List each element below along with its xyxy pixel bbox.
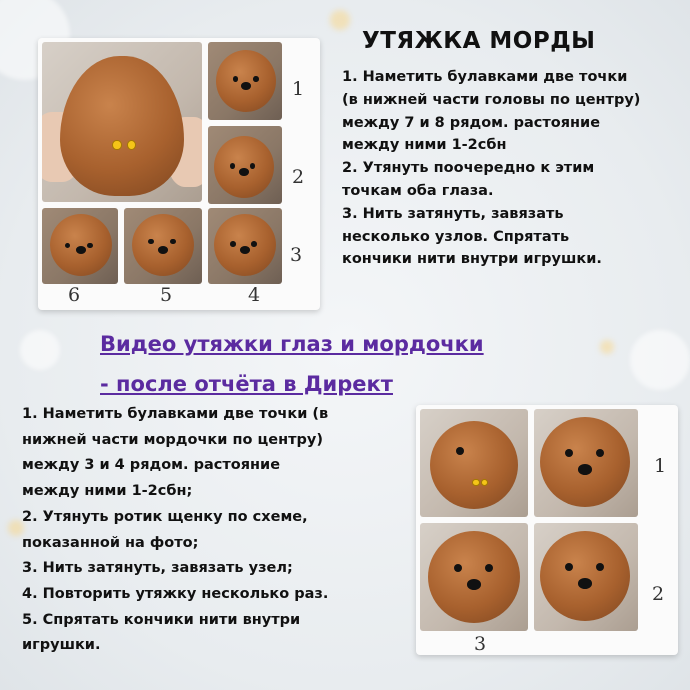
bottom-photo-collage (416, 405, 678, 655)
photo-step-1 (534, 409, 638, 517)
toy-head (132, 214, 194, 276)
top-photo-collage (38, 38, 320, 310)
photo-number: 3 (474, 633, 487, 655)
bokeh-yellow (600, 340, 614, 354)
photo-step-3 (420, 523, 528, 631)
photo-number: 2 (652, 583, 665, 605)
photo-number: 4 (248, 284, 261, 306)
bottom-instructions: 1. Наметить булавками две точки (в нижней части мордочки по центру) между 3 и 4 рядом. растояние между ними 1-2сбн; 2. Утянуть ротик щенку по схеме, показанной на фото; 3. Нить затянуть, завязать узел; 4. Повторить утяжку несколько раз. 5. Спрятать кончики нити внутри игрушки. (22, 406, 329, 654)
section-title: УТЯЖКА МОРДЫ (362, 28, 596, 54)
bokeh-light (20, 330, 60, 370)
photo-number: 6 (68, 284, 81, 306)
photo-number: 5 (160, 284, 173, 306)
photo-number: 2 (292, 166, 305, 188)
photo-step-2 (208, 126, 282, 204)
toy-head (430, 421, 518, 509)
bokeh-light (630, 330, 690, 390)
toy-head (60, 56, 184, 196)
toy-head (214, 214, 276, 276)
toy-head (540, 531, 630, 621)
photo-step-1 (208, 42, 282, 120)
toy-head (216, 50, 276, 112)
photo-number: 1 (654, 455, 667, 477)
toy-head (540, 417, 630, 507)
photo-head-with-pins (42, 42, 202, 202)
photo-step-6 (42, 208, 118, 284)
photo-number: 3 (290, 244, 303, 266)
toy-head (214, 136, 274, 198)
photo-step-4 (208, 208, 282, 284)
photo-step-2 (534, 523, 638, 631)
photo-number: 1 (292, 78, 305, 100)
toy-head (50, 214, 112, 276)
video-banner: Видео утяжки глаз и мордочки - после отчёта в Директ (100, 332, 484, 396)
toy-head (428, 531, 520, 623)
top-instructions: 1. Наметить булавками две точки (в нижней части головы по центру) между 7 и 8 рядом. растояние между ними 1-2сбн 2. Утянуть поочередно к этим точкам оба глаза. 3. Нить затянуть, завязать несколько узлов. Спрятать кончики нити внутри игрушки. (342, 69, 641, 268)
bokeh-yellow (330, 10, 350, 30)
photo-head-with-pins (420, 409, 528, 517)
photo-step-5 (124, 208, 202, 284)
